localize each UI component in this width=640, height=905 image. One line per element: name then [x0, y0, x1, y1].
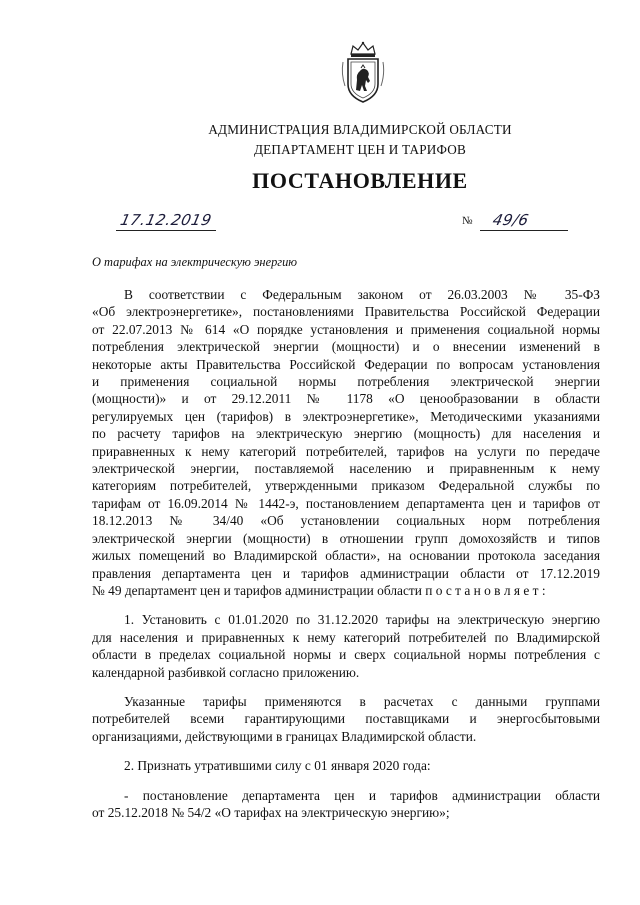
text-line: календарной разбивкой согласно приложению.	[92, 664, 360, 680]
text-line: приравненных к нему категорий потребителей, тарифов на услуги по передаче	[92, 443, 600, 459]
text-line: 1. Установить с 01.01.2020 по 31.12.2020 тарифы на электрическую энергию	[124, 612, 600, 628]
text-line: электрической энергии (мощности) в отношении групп домохозяйств и типов	[92, 530, 600, 546]
paragraph	[92, 693, 600, 745]
text-line: области в пределах социальной нормы и сверх социальной нормы потребления с	[92, 647, 600, 663]
paragraph	[92, 757, 600, 774]
text-line: и применения социальной нормы потребления электрической энергии	[92, 374, 600, 390]
text-line: Указанные тарифы применяются в расчетах с данными группами	[124, 693, 600, 709]
text-line: для населения и приравненных к нему категорий потребителей по Владимирской	[92, 629, 600, 645]
number-sign: №	[462, 215, 473, 227]
text-line: электрической энергии, поставляемой населению и приравненным к нему	[92, 461, 600, 477]
text-line: В соответствии с Федеральным законом от 26.03.2003 № 35-ФЗ	[124, 287, 600, 302]
number-field	[480, 204, 568, 231]
handwritten-date: 17.12.2019	[118, 211, 214, 229]
department-name: ДЕПАРТАМЕНТ ЦЕН И ТАРИФОВ	[253, 142, 467, 157]
text-line: категориям потребителей, утвержденными приказом Федеральной службы по	[92, 478, 600, 494]
document-subject: О тарифах на электрическую энергию	[92, 255, 298, 269]
text-line: 18.12.2013 № 34/40 «Об установлении социальных норм потребления	[92, 513, 600, 529]
text-line: по расчету тарифов на электрическую энергию (мощность) для населения и	[92, 426, 600, 442]
text-line: от 22.07.2013 № 614 «О порядке установления и применения социальной нормы	[92, 321, 600, 337]
text-line: организациями, действующими в границах Владимирской области.	[92, 728, 477, 744]
document-title: ПОСТАНОВЛЕНИЕ	[252, 168, 468, 193]
text-line: 2. Признать утратившими силу с 01 января 2020 года:	[124, 758, 431, 774]
text-line: от 25.12.2018 № 54/2 «О тарифах на электрическую энергию»;	[92, 804, 450, 820]
handwritten-number: 49/6	[491, 211, 531, 229]
text-line: некоторые акты Правительства Российской Федерации по вопросам установления	[92, 356, 600, 372]
text-line: правления департамента цен и тарифов администрации области от 17.12.2019	[92, 565, 600, 581]
text-line: жилых помещений во Владимирской области», на основании протокола заседания	[92, 548, 600, 564]
paragraph	[92, 611, 600, 681]
coat-of-arms-icon	[339, 40, 387, 106]
paragraph	[92, 787, 600, 822]
text-line: (мощности)» и от 29.12.2011 № 1178 «О ценообразовании в области	[92, 391, 600, 407]
text-line: тарифам от 16.09.2014 № 1442-э, постановлением департамента цен и тарифов от	[92, 495, 600, 511]
text-line: регулируемых цен (тарифов) в электроэнергетике», Методическими указаниями	[92, 408, 600, 424]
date-field	[116, 204, 216, 231]
text-line: потребления электрической энергии (мощности) и о внесении изменений в	[92, 339, 600, 355]
text-line: потребителей всеми гарантирующими поставщиками и энергосбытовыми	[92, 711, 600, 727]
organization-name: АДМИНИСТРАЦИЯ ВЛАДИМИРСКОЙ ОБЛАСТИ	[208, 122, 512, 137]
text-line: № 49 департамент цен и тарифов администрации области п о с т а н о в л я е т :	[92, 582, 546, 598]
document-body	[92, 286, 600, 821]
paragraph	[92, 286, 600, 599]
text-line: «Об электроэнергетике», постановлениями Правительства Российской Федерации	[92, 304, 600, 320]
text-line: - постановление департамента цен и тарифов администрации области	[124, 787, 600, 803]
